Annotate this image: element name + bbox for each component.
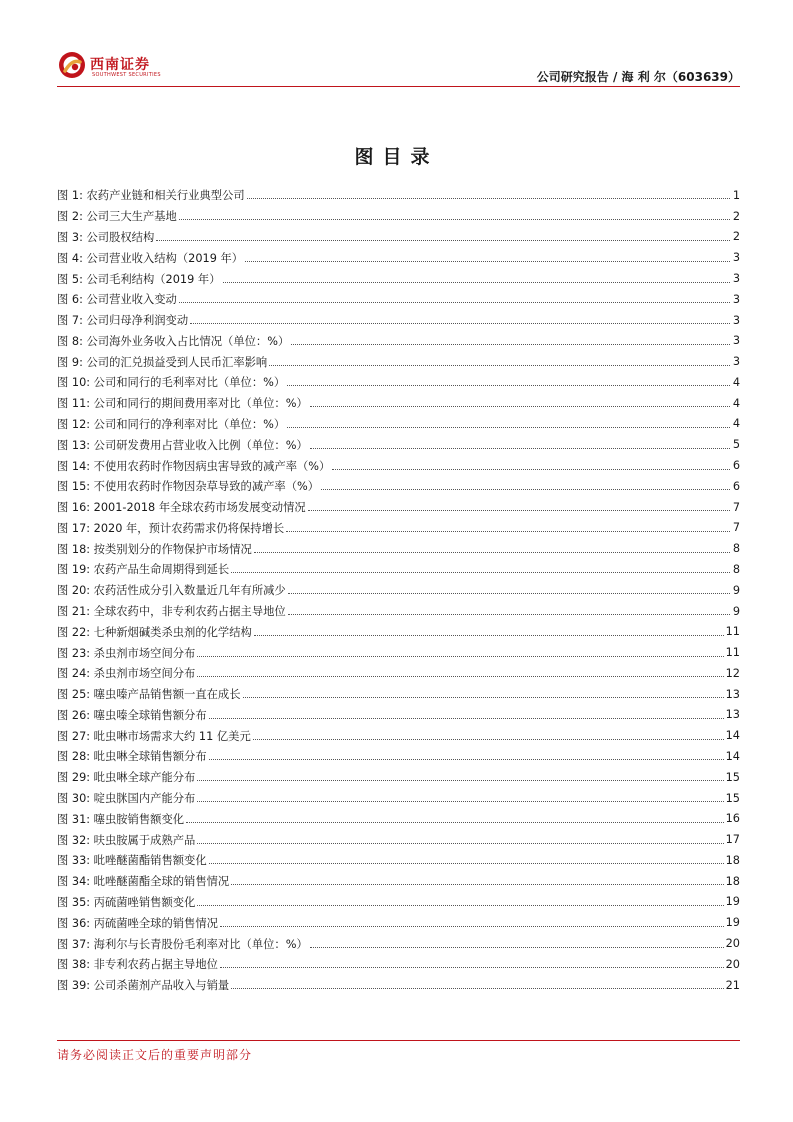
toc-entry[interactable] [57, 393, 740, 414]
toc-entry[interactable] [57, 601, 740, 622]
toc-entry-page: 4 [732, 396, 740, 410]
toc-leader-dots [209, 862, 724, 864]
toc-leader-dots [308, 509, 730, 511]
toc-leader-dots [254, 634, 724, 636]
toc-entry[interactable] [57, 518, 740, 539]
toc-entry-page: 3 [732, 251, 740, 265]
toc-entry-label: 图 36: 丙硫菌唑全球的销售情况 [57, 916, 218, 930]
toc-leader-dots [310, 405, 730, 407]
toc-leader-dots [220, 966, 724, 968]
toc-entry-page: 3 [732, 313, 740, 327]
toc-leader-dots [291, 343, 730, 345]
toc-entry-label: 图 34: 吡唑醚菌酯全球的销售情况 [57, 875, 230, 889]
toc-entry-label: 图 13: 公司研发费用占营业收入比例（单位：%） [57, 438, 308, 452]
toc-leader-dots [231, 987, 723, 989]
toc-entry-page: 15 [725, 791, 740, 805]
page-title: 图目录 [354, 146, 439, 168]
toc-entry-label: 图 15: 不使用农药时作物因杂草导致的减产率（%） [57, 480, 320, 494]
toc-entry[interactable] [57, 351, 740, 372]
toc-entry-page: 9 [732, 583, 740, 597]
toc-entry-label: 图 6: 公司营业收入变动 [57, 293, 177, 307]
toc-entry-page: 3 [732, 292, 740, 306]
toc-entry[interactable] [57, 767, 740, 788]
toc-entry[interactable] [57, 227, 740, 248]
toc-entry[interactable] [57, 434, 740, 455]
toc-entry-label: 图 11: 公司和同行的期间费用率对比（单位：%） [57, 397, 308, 411]
toc-entry-label: 图 21: 全球农药中，非专利农药占据主导地位 [57, 605, 286, 619]
toc-leader-dots [253, 738, 724, 740]
toc-entry-label: 图 16: 2001-2018 年全球农药市场发展变动情况 [57, 501, 306, 515]
toc-entry-label: 图 12: 公司和同行的净利率对比（单位：%） [57, 417, 286, 431]
toc-entry-page: 14 [725, 749, 740, 763]
toc-leader-dots [243, 696, 724, 698]
toc-entry-page: 20 [725, 937, 740, 951]
logo-emblem-icon [57, 50, 87, 80]
toc-leader-dots [287, 426, 730, 428]
toc-entry[interactable] [57, 746, 740, 767]
toc-entry-label: 图 30: 啶虫脒国内产能分布 [57, 792, 196, 806]
toc-entry-page: 9 [732, 604, 740, 618]
toc-entry-page: 3 [732, 355, 740, 369]
toc-entry[interactable] [57, 725, 740, 746]
toc-entry-page: 4 [732, 375, 740, 389]
toc-leader-dots [332, 468, 730, 470]
toc-entry[interactable] [57, 476, 740, 497]
toc-entry[interactable] [57, 621, 740, 642]
toc-entry-page: 7 [732, 500, 740, 514]
toc-leader-dots [288, 613, 730, 615]
toc-entry[interactable] [57, 289, 740, 310]
toc-entry-page: 11 [725, 646, 740, 660]
toc-entry-label: 图 10: 公司和同行的毛利率对比（单位：%） [57, 376, 286, 390]
toc-entry-label: 图 20: 农药活性成分引入数量近几年有所减少 [57, 584, 286, 598]
toc-entry[interactable] [57, 247, 740, 268]
toc-leader-dots [197, 655, 723, 657]
toc-entry[interactable] [57, 642, 740, 663]
toc-entry-label: 图 24: 杀虫剂市场空间分布 [57, 667, 196, 681]
toc-leader-dots [197, 904, 723, 906]
toc-entry-label: 图 4: 公司营业收入结构（2019 年） [57, 251, 244, 265]
toc-leader-dots [223, 281, 731, 283]
toc-entry[interactable] [57, 788, 740, 809]
toc-entry[interactable] [57, 372, 740, 393]
toc-entry-label: 图 33: 吡唑醚菌酯销售额变化 [57, 854, 207, 868]
toc-entry-label: 图 38: 非专利农药占据主导地位 [57, 958, 218, 972]
toc-entry[interactable] [57, 206, 740, 227]
toc-leader-dots [179, 218, 730, 220]
toc-entry-label: 图 3: 公司股权结构 [57, 230, 155, 244]
report-label: 公司研究报告 / 海 利 尔（603639） [536, 70, 740, 84]
toc-entry-page: 16 [725, 812, 740, 826]
toc-entry-page: 3 [732, 272, 740, 286]
toc-entry-label: 图 27: 吡虫啉市场需求大约 11 亿美元 [57, 729, 251, 743]
toc-entry-label: 图 8: 公司海外业务收入占比情况（单位：%） [57, 334, 290, 348]
toc-entry-label: 图 39: 公司杀菌剂产品收入与销量 [57, 979, 230, 993]
page-header [57, 46, 740, 90]
toc-entry-page: 14 [725, 729, 740, 743]
toc-entry-page: 1 [732, 188, 740, 202]
toc-entry-page: 13 [725, 708, 740, 722]
toc-leader-dots [286, 530, 730, 532]
toc-entry[interactable] [57, 892, 740, 913]
toc-entry-page: 21 [725, 978, 740, 992]
footer-notice: 请务必阅读正文后的重要声明部分 [57, 1048, 253, 1062]
toc-leader-dots [321, 488, 730, 490]
toc-entry[interactable] [57, 330, 740, 351]
toc-entry[interactable] [57, 975, 740, 996]
toc-entry-label: 图 32: 呋虫胺属于成熟产品 [57, 833, 196, 847]
header-divider [57, 86, 740, 87]
toc-leader-dots [197, 842, 723, 844]
figure-table-of-contents [57, 185, 740, 995]
footer-divider [57, 1040, 740, 1041]
toc-entry[interactable] [57, 310, 740, 331]
toc-entry-page: 19 [725, 895, 740, 909]
toc-entry-label: 图 18: 按类别划分的作物保护市场情况 [57, 542, 252, 556]
toc-leader-dots [247, 197, 730, 199]
logo-english-name: SOUTHWEST SECURITIES [92, 72, 161, 78]
toc-entry-label: 图 22: 七种新烟碱类杀虫剂的化学结构 [57, 625, 252, 639]
toc-entry-page: 8 [732, 562, 740, 576]
toc-entry[interactable] [57, 185, 740, 206]
toc-entry-page: 18 [725, 874, 740, 888]
toc-entry-page: 6 [732, 479, 740, 493]
toc-entry-label: 图 9: 公司的汇兑损益受到人民币汇率影响 [57, 355, 268, 369]
toc-entry-label: 图 17: 2020 年，预计农药需求仍将保持增长 [57, 521, 285, 535]
toc-entry[interactable] [57, 850, 740, 871]
toc-leader-dots [209, 717, 724, 719]
toc-leader-dots [190, 322, 730, 324]
toc-entry[interactable] [57, 829, 740, 850]
toc-entry-label: 图 28: 吡虫啉全球销售额分布 [57, 750, 207, 764]
toc-leader-dots [220, 925, 724, 927]
toc-entry-label: 图 29: 吡虫啉全球产能分布 [57, 771, 196, 785]
toc-entry-label: 图 31: 噻虫胺销售额变化 [57, 812, 185, 826]
toc-leader-dots [231, 883, 723, 885]
toc-leader-dots [310, 447, 730, 449]
toc-entry[interactable] [57, 663, 740, 684]
toc-entry-label: 图 19: 农药产品生命周期得到延长 [57, 563, 230, 577]
toc-entry-page: 19 [725, 916, 740, 930]
toc-entry-label: 图 2: 公司三大生产基地 [57, 210, 177, 224]
logo-name: 西南证券 [90, 57, 150, 73]
toc-entry[interactable] [57, 933, 740, 954]
toc-entry-page: 8 [732, 542, 740, 556]
toc-entry-page: 12 [725, 666, 740, 680]
toc-entry-label: 图 26: 噻虫嗪全球销售额分布 [57, 708, 207, 722]
toc-entry-page: 2 [732, 230, 740, 244]
toc-entry-label: 图 35: 丙硫菌唑销售额变化 [57, 895, 196, 909]
toc-entry-label: 图 25: 噻虫嗪产品销售额一直在成长 [57, 688, 241, 702]
toc-leader-dots [197, 779, 723, 781]
toc-entry-page: 20 [725, 957, 740, 971]
toc-leader-dots [197, 675, 723, 677]
toc-entry-page: 15 [725, 770, 740, 784]
toc-entry-label: 图 5: 公司毛利结构（2019 年） [57, 272, 221, 286]
toc-entry-page: 5 [732, 438, 740, 452]
toc-leader-dots [310, 946, 724, 948]
toc-entry[interactable] [57, 580, 740, 601]
toc-entry-label: 图 37: 海利尔与长青股份毛利率对比（单位：%） [57, 937, 308, 951]
toc-entry[interactable] [57, 497, 740, 518]
toc-leader-dots [156, 239, 730, 241]
toc-entry-page: 7 [732, 521, 740, 535]
toc-entry-label: 图 7: 公司归母净利润变动 [57, 314, 189, 328]
toc-entry[interactable] [57, 538, 740, 559]
toc-leader-dots [197, 800, 723, 802]
toc-entry-page: 4 [732, 417, 740, 431]
toc-entry[interactable] [57, 455, 740, 476]
toc-leader-dots [179, 301, 730, 303]
toc-leader-dots [209, 758, 724, 760]
toc-entry[interactable] [57, 954, 740, 975]
toc-entry[interactable] [57, 684, 740, 705]
toc-entry-page: 17 [725, 833, 740, 847]
toc-entry-page: 2 [732, 209, 740, 223]
toc-entry-label: 图 14: 不使用农药时作物因病虫害导致的减产率（%） [57, 459, 331, 473]
toc-entry-page: 3 [732, 334, 740, 348]
toc-leader-dots [269, 364, 730, 366]
toc-entry-page: 13 [725, 687, 740, 701]
toc-entry[interactable] [57, 268, 740, 289]
toc-entry[interactable] [57, 559, 740, 580]
toc-entry-label: 图 23: 杀虫剂市场空间分布 [57, 646, 196, 660]
toc-entry[interactable] [57, 912, 740, 933]
toc-entry-label: 图 1: 农药产业链和相关行业典型公司 [57, 189, 245, 203]
toc-leader-dots [288, 592, 730, 594]
toc-entry[interactable] [57, 808, 740, 829]
toc-entry[interactable] [57, 414, 740, 435]
toc-leader-dots [254, 551, 730, 553]
toc-leader-dots [287, 384, 730, 386]
company-logo [57, 48, 197, 84]
toc-entry[interactable] [57, 871, 740, 892]
toc-entry[interactable] [57, 705, 740, 726]
toc-entry-page: 6 [732, 459, 740, 473]
toc-leader-dots [231, 571, 730, 573]
toc-leader-dots [186, 821, 724, 823]
toc-entry-page: 11 [725, 625, 740, 639]
toc-leader-dots [245, 260, 730, 262]
toc-entry-page: 18 [725, 853, 740, 867]
